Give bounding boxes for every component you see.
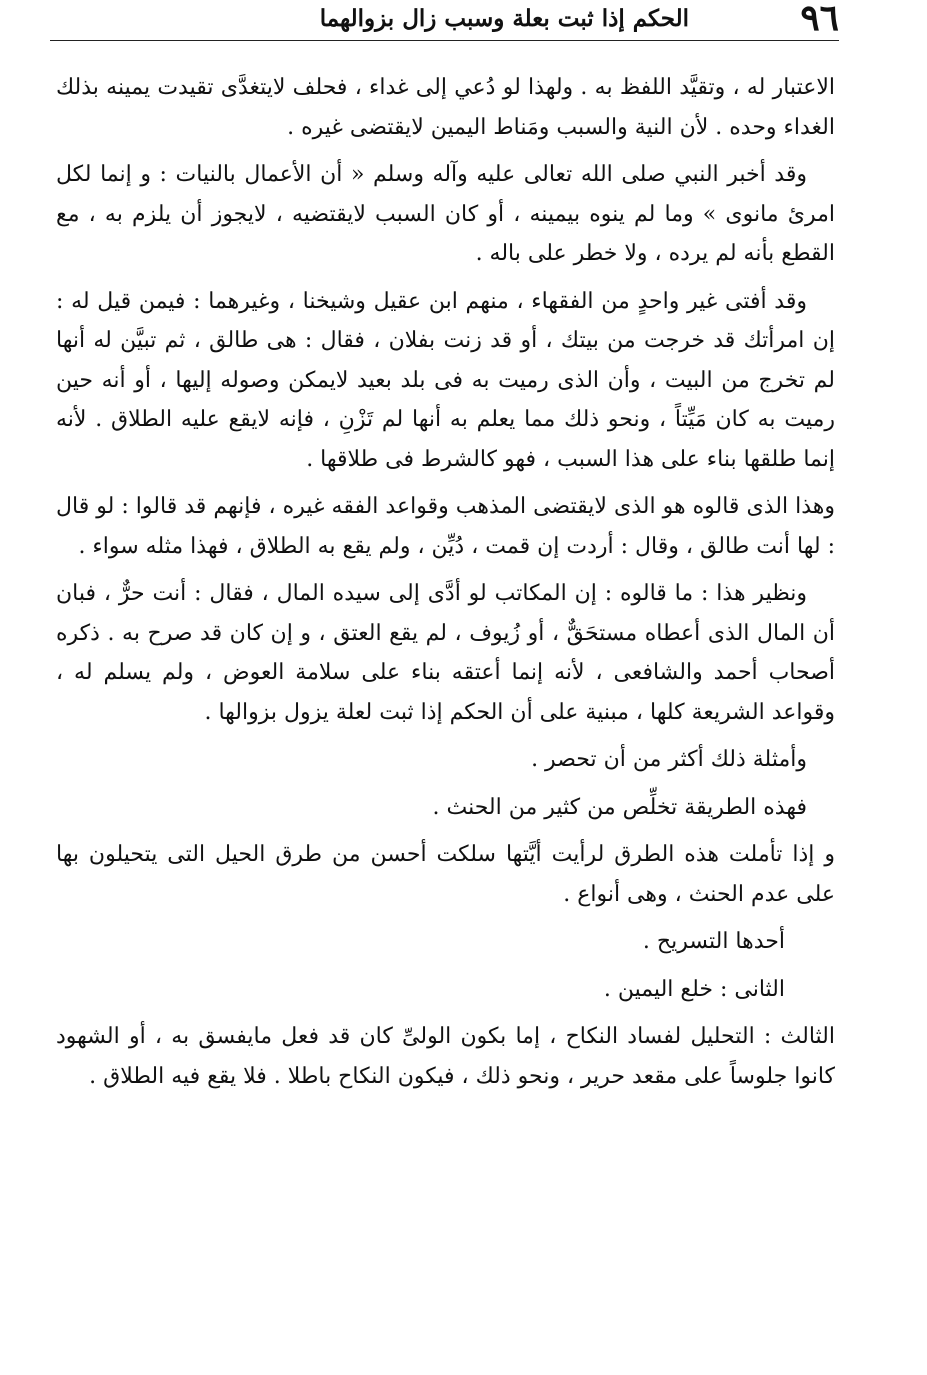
paragraph-7: فهذه الطريقة تخلِّص من كثير من الحنث . [432,794,807,820]
paragraph-2: وقد أخبر النبي صلى الله تعالى عليه وآله وسلم « أن الأعمال بالنيات : و إنما لكل امرئ مانوى » وما لم ينوه بيمينه ، أو كان السبب لايقتضيه ، لايجوز أن يلزم به ، مع القطع بأنه لم يرده ، ولا خطر على باله . [56,162,835,266]
paragraph-11: الثالث : التحليل لفساد النكاح ، إما بكون الولىِّ كان قد فعل مايفسق به ، أو الشهود كانوا جلوساً على مقعد حرير ، ونحو ذلك ، فيكون النكاح باطلا . فلا يقع فيه الطلاق . [56,1024,835,1089]
paragraph-5: ونظير هذا : ما قالوه : إن المكاتب لو أدَّى إلى سيده المال ، فقال : أنت حرٌّ ، فبان أن المال الذى أعطاه مستحَقٌّ ، أو زُيوف ، لم يقع العتق ، و إن كان قد صرح به . ذكره أصحاب أحمد والشافعى ، لأنه إنما أعتقه بناء على سلامة العوض ، ولم يسلم له ، وقواعد الشريعة كلها ، مبنية على أن الحكم إذا ثبت لعلة يزول بزوالها . [56,581,835,725]
paragraph-6: وأمثلة ذلك أكثر من أن تحصر . [531,747,807,772]
page-number: ٩٦ [800,0,839,39]
page-body [56,68,835,1104]
paragraph-9: أحدها التسريح . [642,929,785,954]
paragraph-4: وهذا الذى قالوه هو الذى لايقتضى المذهب وقواعد الفقه غيره ، فإنهم قد قالوا : لو قال : لها أنت طالق ، وقال : أردت إن قمت ، دُيِّن ، ولم يقع به الطلاق ، فهذا مثله سواء . [56,494,835,559]
paragraph-8: و إذا تأملت هذه الطرق لرأيت أيَّتها سلكت أحسن من طرق الحيل التى يتحيلون بها على عدم الحنث ، وهى أنواع . [56,842,835,907]
paragraph-1: الاعتبار له ، وتقيَّد اللفظ به . ولهذا لو دُعي إلى غداء ، فحلف لايتغدَّى تقيدت يمينه بذلك الغداء وحده . لأن النية والسبب ومَناط اليمين لايقتضى غيره . [56,75,835,140]
paragraph-10: الثانى : خلع اليمين . [603,976,785,1002]
page-header [50,0,839,40]
paragraph-3: وقد أفتى غير واحدٍ من الفقهاء ، منهم ابن عقيل وشيخنا ، وغيرهما : فيمن قيل له : إن امرأتك قد خرجت من بيتك ، أو قد زنت بفلان ، فقال : هى طالق ، ثم تبيَّن له أنها لم تخرج من البيت ، وأن الذى رميت به فى بلد بعيد لايمكن وصوله إليها ، أو أنه حين رميت به كان مَيِّتاً ، ونحو ذلك مما يعلم به أنها لم تَزْنِ ، فإنه لايقع عليه الطلاق . لأنه إنما طلقها بناء على هذا السبب ، فهو كالشرط فى طلاقها . [56,288,835,472]
running-title: الحكم إذا ثبت بعلة وسبب زال بزوالهما [319,5,689,32]
header-divider [50,40,839,41]
